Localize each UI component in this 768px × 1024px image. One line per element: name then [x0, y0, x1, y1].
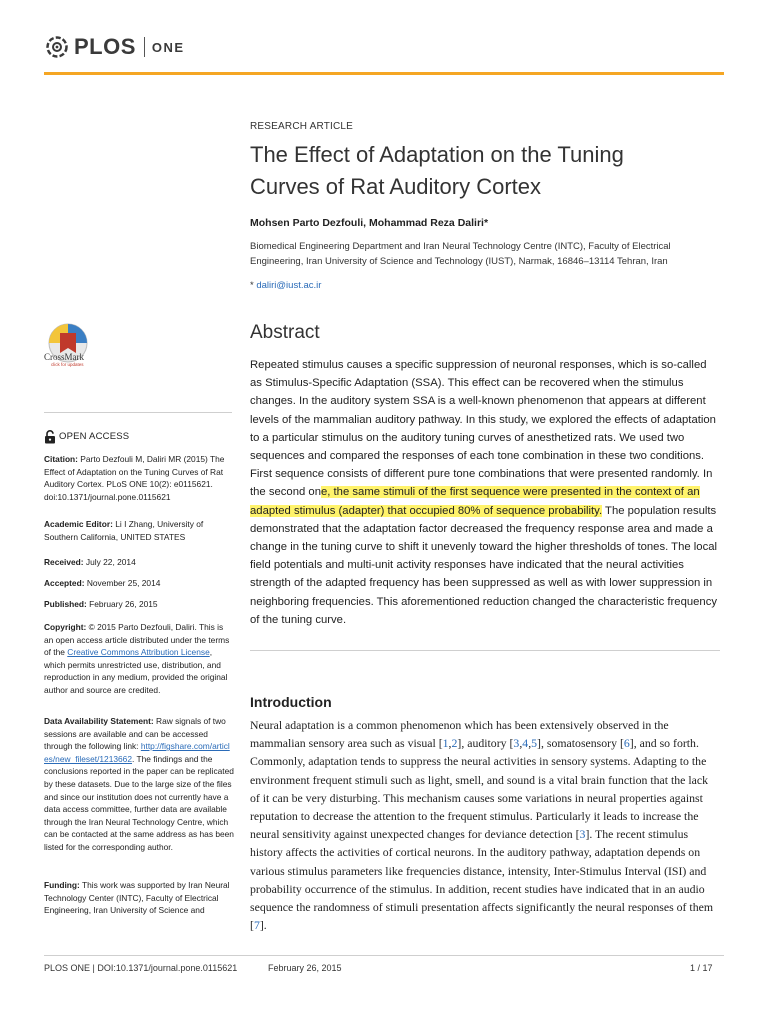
header-rule	[44, 72, 724, 75]
published-text: February 26, 2015	[86, 599, 158, 609]
editor-text: Li I Zhang, University of Southern California, UNITED STATES	[44, 519, 204, 542]
abstract-heading: Abstract	[250, 322, 320, 343]
copyright-text: © 2015 Parto Dezfouli, Daliri. This is an open access article distributed under the terms of the	[44, 622, 230, 658]
open-lock-icon	[44, 430, 56, 444]
footer-doi: PLOS ONE | DOI:10.1371/journal.pone.0115621	[44, 963, 238, 973]
intro-text: ,	[448, 736, 452, 751]
crossmark-label[interactable]: CrossMark	[44, 352, 84, 362]
received-label: Received:	[44, 557, 84, 567]
email-link[interactable]: daliri@iust.ac.ir	[256, 280, 322, 291]
license-link[interactable]: Creative Commons Attribution License	[67, 647, 210, 658]
intro-text: Neural adaptation is a common phenomenon which has been extensively observed in the mammalian sensory area such as visual [	[250, 718, 669, 751]
article-type: RESEARCH ARTICLE	[250, 121, 354, 132]
journal-header	[44, 30, 724, 70]
introduction-text	[250, 716, 720, 934]
data-availability-text: . The findings and the conclusions reported in the paper can be replicated by these datasets. Due to the large size of the files and since our institution does not currently have a data access committee, further data are available through the Iran Neural Technology Centre, which can be contacted at the same address as has been listed for the corresponding author.	[44, 753, 234, 852]
author-list: Mohsen Parto Dezfouli, Mohammad Reza Daliri*	[250, 217, 489, 229]
introduction-heading: Introduction	[250, 694, 332, 710]
footer-divider	[44, 955, 724, 956]
logo-divider	[144, 37, 145, 57]
abstract-text	[250, 356, 720, 629]
article-title	[250, 139, 720, 203]
data-availability-text: Raw signals of two sessions are available and can be accessed through the following link:	[44, 716, 226, 752]
citation-ref[interactable]: 1	[442, 736, 449, 751]
academic-editor	[44, 518, 234, 543]
citation-ref[interactable]: 4	[522, 736, 529, 751]
crossmark-icon[interactable]	[42, 308, 94, 378]
abstract-text-end: The population results demonstrated that the adaptation factor decreased the frequency response area and made a change in the tuning curve to shift it unevenly toward the higher thresholds of tones. The local field potentials and multi-unit activity responses have indicated that the neural activities strength of the adapted frequency has been suppressed as well as with lower suppression in neighboring frequencies. This aforementioned reduction changed the characteristic frequency of the tuning curve.	[250, 504, 718, 626]
plos-logo[interactable]	[44, 34, 185, 60]
abstract-highlight: e, the same stimuli of the first sequence were presented in the context of an adapted stimulus (adapter) that occupied 80% of sequence probability.	[250, 486, 700, 517]
affiliation: Biomedical Engineering Department and Iran Neural Technology Centre (INTC), Faculty of Electrical Engineering, Iran University of Science and Technology (IUST), Narmak, 16846–13114 Tehran, Iran	[250, 241, 671, 267]
journal-name: ONE	[151, 39, 185, 55]
published-date	[44, 598, 234, 611]
corresponding-email	[250, 280, 720, 291]
page-number: 1 / 17	[690, 963, 713, 973]
email-marker: *	[250, 280, 257, 291]
data-availability-block	[44, 715, 234, 854]
figshare-link[interactable]: http://figshare.com/articles/new_fileset/1213662	[44, 741, 230, 764]
citation-ref[interactable]: 5	[531, 736, 538, 751]
copyright-label: Copyright:	[44, 622, 87, 632]
citation-text: Parto Dezfouli M, Daliri MR (2015) The Effect of Adaptation on the Tuning Curves of Rat Auditory Cortex. PLoS ONE 10(2): e0115621. doi:10.1371/journal.pone.0115621	[44, 454, 225, 502]
accepted-date	[44, 577, 234, 590]
funding-label: Funding:	[44, 880, 80, 890]
editor-label: Academic Editor:	[44, 519, 113, 529]
title-line-1: The Effect of Adaptation on the Tuning	[250, 142, 624, 167]
abstract-text-start: Repeated stimulus causes a specific suppression of neuronal responses, which is so-called as Stimulus-Specific Adaptation (SSA). This effect can be recovered when the stimulus changes. In the auditory system SSA is a well-known phenomenon that appears at different levels of the mammalian auditory pathway. In this study, we explored the effects of adaptation to a particular stimulus on the auditory tuning curves of anesthetized rats. We used two sequences and compared the responses of each tone combination in these two conditions. First sequence consists of different pure tone combinations that were presented randomly. In the second on	[250, 359, 716, 499]
copyright-block	[44, 621, 234, 697]
citation-ref[interactable]: 2	[451, 736, 458, 751]
intro-text: ,	[519, 736, 523, 751]
received-text: July 22, 2014	[83, 557, 136, 567]
citation-ref[interactable]: 3	[513, 736, 520, 751]
received-date	[44, 556, 234, 569]
accepted-text: November 25, 2014	[84, 578, 161, 588]
abstract-divider	[250, 650, 720, 651]
crossmark-sublabel[interactable]: click for updates	[51, 362, 84, 367]
funding-text: This work was supported by Iran Neural Technology Center (INTC), Faculty of Electrical Engineering, Iran University of Science and	[44, 880, 230, 916]
sidebar-divider	[44, 412, 232, 413]
citation-block	[44, 453, 234, 503]
open-access-badge	[44, 430, 234, 444]
intro-text: ].	[259, 918, 267, 933]
plos-logo-icon	[44, 34, 70, 60]
published-label: Published:	[44, 599, 87, 609]
citation-ref[interactable]: 6	[623, 736, 630, 751]
copyright-text: , which permits unrestricted use, distribution, and reproduction in any medium, provided the original author and source are credited.	[44, 647, 228, 695]
intro-text: ], and so forth. Commonly, adaptation tends to suppress the neural activities in sensory systems. Adapting to the environment frequent stimuli such as light, smell, and sound is a vital brain function that the lack of it can be very disturbing. This mechanism causes some variations in neural properties against reputation to decrease the attention to the frequent stimulus. Particularly it leads to increase the neural sensitivity against unexpected changes for deviance detection [	[250, 736, 709, 842]
intro-text: ], somatosensory [	[537, 736, 624, 751]
intro-text: ]. The recent stimulus history affects the activities of cortical neurons. In the auditory pathway, adaptation depends on various stimulus parameters like frequencies distance, intensity, Inter-Stimulus Interval (ISI) and probability occurrence of the stimulus. In addition, recent studies have indicated that in an audio sequence the randomness of stimuli presentation affects significantly the neural responses of them [	[250, 827, 714, 933]
citation-label: Citation:	[44, 454, 78, 464]
citation-ref[interactable]: 3	[579, 827, 586, 842]
open-access-label: OPEN ACCESS	[59, 430, 130, 442]
data-availability-label: Data Availability Statement:	[44, 716, 154, 726]
intro-text: ], auditory [	[457, 736, 514, 751]
funding-block	[44, 879, 234, 917]
footer-date: February 26, 2015	[268, 963, 342, 973]
plos-logo-text: PLOS	[74, 34, 136, 59]
accepted-label: Accepted:	[44, 578, 85, 588]
citation-ref[interactable]: 7	[253, 918, 260, 933]
intro-text: ,	[528, 736, 532, 751]
title-line-2: Curves of Rat Auditory Cortex	[250, 174, 542, 199]
